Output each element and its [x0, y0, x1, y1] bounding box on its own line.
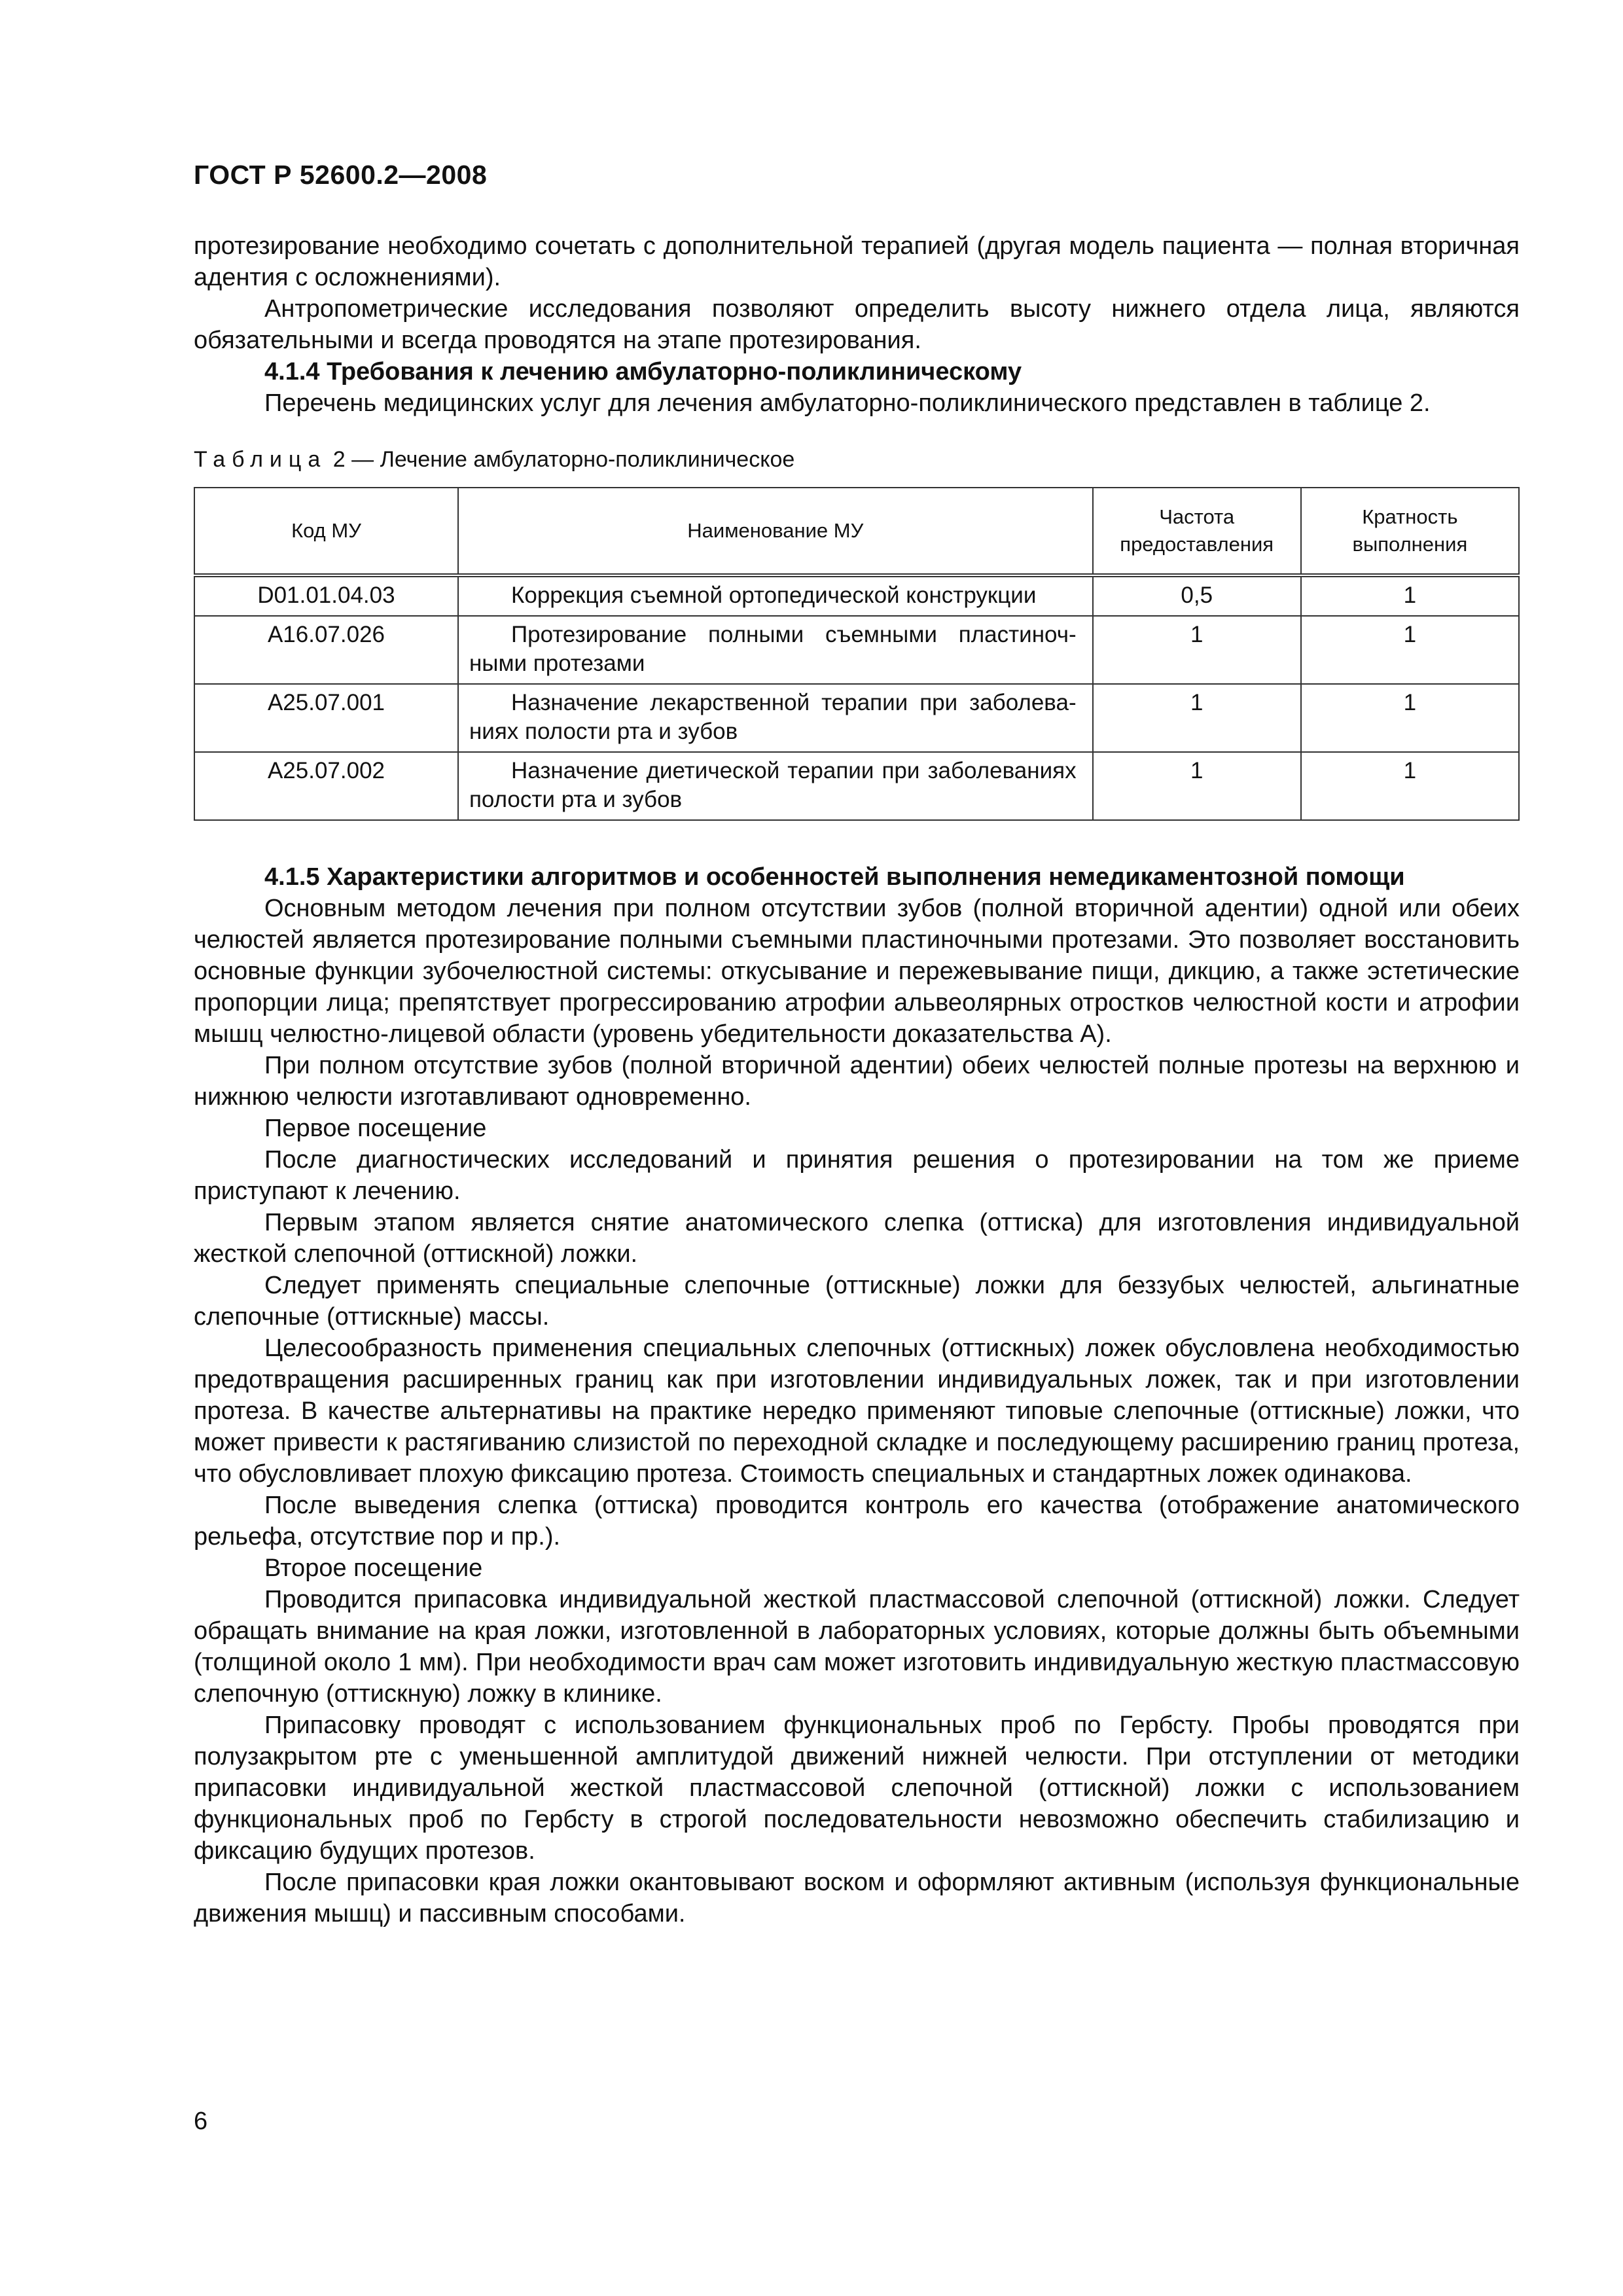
page-content: [194, 230, 1520, 1929]
column-header-code: Код МУ: [194, 488, 458, 575]
column-header-multiplicity: Кратность выполнения: [1301, 488, 1519, 575]
column-header-name: Наименование МУ: [458, 488, 1093, 575]
cell-multiplicity: 1: [1301, 616, 1519, 684]
section-heading-4-1-5: 4.1.5 Характеристики алгоритмов и особенностей выполнения немедикаментозной помощи: [264, 863, 1405, 891]
cell-frequency: 1: [1093, 684, 1301, 752]
paragraph: После выведения слепка (оттиска) проводится контроль его качества (отображение анатомического рельефа, отсутствие пор и пр.).: [194, 1492, 1520, 1551]
paragraph: После диагностических исследований и принятия решения о протезировании на том же приеме приступают к лечению.: [194, 1146, 1520, 1205]
paragraph-anthropometry: Антропометрические исследования позволяют определить высоту нижнего отдела лица, являются обязательными и всегда проводятся на этапе протезирования.: [194, 295, 1520, 354]
table-caption-label: Таблица: [194, 447, 327, 472]
cell-frequency: 1: [1093, 752, 1301, 820]
paragraph: После припасовки края ложки окантовывают воском и оформляют активным (используя функциональные движения мышц) и пассивным способами.: [194, 1869, 1520, 1928]
cell-multiplicity: 1: [1301, 752, 1519, 820]
services-table: [194, 487, 1520, 821]
paragraph: Основным методом лечения при полном отсутствии зубов (полной вторичной адентии) одной или обеих челюстей является протезирование полными съемными пластиночными протезами. Это позволяет восстановить основные функции зубочелюстной системы: откусывание и пережевывание пищи, дикцию, а также эстетические пропорции лица; препятствует прогрессированию атрофии альвеолярных отростков челюстной кости и атрофии мышц челюстно-лицевой области (уровень убедительности доказательства А).: [194, 895, 1520, 1048]
cell-multiplicity: 1: [1301, 575, 1519, 616]
cell-name: Протезирование полными съемными пластиночными протезами: [458, 616, 1093, 684]
cell-code: А25.07.002: [194, 752, 458, 820]
cell-frequency: 1: [1093, 616, 1301, 684]
cell-code: А25.07.001: [194, 684, 458, 752]
table-header-row: [194, 488, 1519, 575]
cell-frequency: 0,5: [1093, 575, 1301, 616]
section-heading-4-1-4: 4.1.4 Требования к лечению амбулаторно-поликлиническому: [264, 358, 1022, 386]
cell-code: D01.01.04.03: [194, 575, 458, 616]
subheading-first-visit: Первое посещение: [264, 1115, 487, 1142]
cell-name: Назначение диетической терапии при заболеваниях полости рта и зубов: [458, 752, 1093, 820]
paragraph: Проводится припасовка индивидуальной жесткой пластмассовой слепочной (оттискной) ложки. Следует обращать внимание на края ложки, изготовленной в лабораторных условиях, которые должны быть объемными (толщиной около 1 мм). При необходимости врач сам может изготовить индивидуальную жесткую пластмассовую слепочную (оттискную) ложку в клинике.: [194, 1586, 1520, 1708]
paragraph-continuation: протезирование необходимо сочетать с дополнительной терапией (другая модель пациента — полная вторичная адентия с осложнениями).: [194, 232, 1520, 291]
paragraph: При полном отсутствие зубов (полной вторичной адентии) обеих челюстей полные протезы на верхнюю и нижнюю челюсти изготавливают одновременно.: [194, 1052, 1520, 1111]
paragraph: Следует применять специальные слепочные (оттискные) ложки для беззубых челюстей, альгинатные слепочные (оттискные) массы.: [194, 1272, 1520, 1331]
cell-name: Назначение лекарственной терапии при заболеваниях полости рта и зубов: [458, 684, 1093, 752]
document-header: ГОСТ Р 52600.2—2008: [194, 160, 488, 190]
paragraph: Первым этапом является снятие анатомического слепка (оттиска) для изготовления индивидуальной жесткой слепочной (оттискной) ложки.: [194, 1209, 1520, 1268]
table-row: [194, 575, 1519, 616]
page-number: 6: [194, 2108, 208, 2135]
paragraph-services-list: Перечень медицинских услуг для лечения амбулаторно-поликлинического представлен в таблице 2.: [264, 389, 1431, 417]
paragraph: Припасовку проводят с использованием функциональных проб по Гербсту. Пробы проводятся при полузакрытом рте с уменьшенной амплитудой движений нижней челюсти. При отступлении от методики припасовки индивидуальной жесткой пластмассовой слепочной (оттискной) ложки с использованием функциональных проб по Гербсту в строгой последовательности невозможно обеспечить стабилизацию и фиксацию будущих протезов.: [194, 1712, 1520, 1865]
column-header-frequency: Частота предоставления: [1093, 488, 1301, 575]
table-row: [194, 616, 1519, 684]
cell-multiplicity: 1: [1301, 684, 1519, 752]
table-row: [194, 684, 1519, 752]
cell-name: Коррекция съемной ортопедической конструкции: [458, 575, 1093, 616]
table-caption: [194, 445, 1520, 474]
table-caption-text: 2 — Лечение амбулаторно-поликлиническое: [332, 447, 795, 472]
table-row: [194, 752, 1519, 820]
subheading-second-visit: Второе посещение: [264, 1554, 483, 1582]
cell-code: А16.07.026: [194, 616, 458, 684]
paragraph: Целесообразность применения специальных слепочных (оттискных) ложек обусловлена необходимостью предотвращения расширенных границ как при изготовлении индивидуальных ложек, так и при изготовлении протеза. В качестве альтернативы на практике нередко применяют типовые слепочные (оттискные) ложки, что может привести к растягиванию слизистой по переходной складке и последующему расширению границ протеза, что обусловливает плохую фиксацию протеза. Стоимость специальных и стандартных ложек одинакова.: [194, 1335, 1520, 1488]
